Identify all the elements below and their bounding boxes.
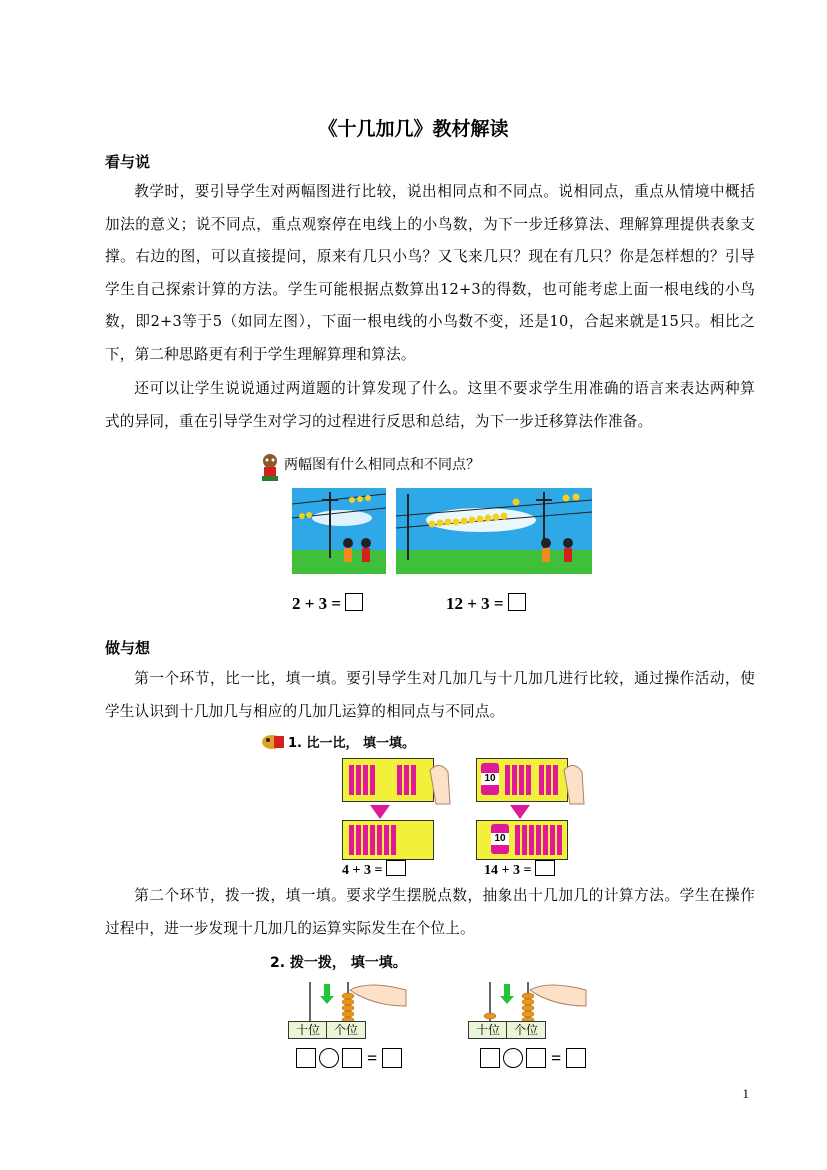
stick-panel-left-bottom xyxy=(342,820,434,860)
equation-blank-right: = xyxy=(480,1047,586,1069)
paragraph-do-and-think-2: 第二个环节，拨一拨，填一填。要求学生摆脱点数，抽象出十几加几的计算方法。学生在操作过程中，进一步发现十几加几的运算实际发生在个位上。 xyxy=(105,887,755,937)
ten-bundle: 10 xyxy=(481,763,499,795)
equation-14-plus-3: 14 + 3 = xyxy=(484,860,555,879)
stick-panel-right-top xyxy=(476,758,568,802)
sticks-figure xyxy=(258,730,598,880)
ten-bundle: 10 xyxy=(491,824,509,854)
paragraph-look-and-say-2: 还可以让学生说说通过两道题的计算发现了什么。这里不要求学生用准确的语言来表达两种算式的异同，重在引导学生对学习的过程进行反思和总结，为下一步迁移算法作准备。 xyxy=(105,380,755,430)
answer-box xyxy=(480,1048,500,1068)
figure-caption: 1. 比一比， 填一填。 xyxy=(288,736,416,751)
tens-label: 十位 xyxy=(468,1021,508,1039)
down-arrow-icon xyxy=(510,804,530,818)
answer-box xyxy=(386,860,406,876)
answer-box xyxy=(566,1048,586,1068)
equation-blank-left: = xyxy=(296,1047,402,1069)
figure-caption: 2. 拨一拨， 填一填。 xyxy=(270,955,407,971)
stick-panel-right-bottom xyxy=(476,820,568,860)
stick-panel-left-top xyxy=(342,758,434,802)
equation-right: 12 + 3 = xyxy=(446,593,526,614)
hand-icon xyxy=(428,760,450,804)
paragraph-do-and-think-1: 第一个环节，比一比，填一填。要引导学生对几加几与十几加几进行比较，通过操作活动，使学生认识到十几加几与相应的几加几运算的相同点与不同点。 xyxy=(105,670,755,720)
equation-4-plus-3: 4 + 3 = xyxy=(342,860,406,879)
section-heading-do-and-think: 做与想 xyxy=(105,639,151,657)
down-arrow-icon xyxy=(370,804,390,818)
answer-box xyxy=(526,1048,546,1068)
document-title: 《十几加几》教材解读 xyxy=(318,118,509,140)
birds-figure xyxy=(258,448,598,620)
mascot-icon xyxy=(260,730,284,750)
answer-box xyxy=(382,1048,402,1068)
figure-caption: 两幅图有什么相同点和不同点？ xyxy=(284,457,480,473)
abacus-figure xyxy=(268,952,598,1072)
picture-left xyxy=(292,488,386,574)
answer-box xyxy=(342,1048,362,1068)
section-heading-look-and-say: 看与说 xyxy=(105,153,151,171)
tens-label: 十位 xyxy=(288,1021,328,1039)
operator-circle xyxy=(319,1048,339,1068)
answer-box xyxy=(508,593,526,611)
mascot-icon xyxy=(258,452,280,480)
equation-left: 2 + 3 = xyxy=(292,593,363,614)
answer-box xyxy=(535,860,555,876)
page-number: 1 xyxy=(742,1086,749,1101)
ones-label: 个位 xyxy=(506,1021,546,1039)
paragraph-look-and-say-1: 教学时，要引导学生对两幅图进行比较，说出相同点和不同点。说相同点，重点从情境中概括加法的意义；说不同点，重点观察停在电线上的小鸟数，为下一步迁移算法、理解算理提供表象支撑。右边的图，可以直接提问，原来有几只小鸟？又飞来几只？现在有几只？你是怎样想的？引导学生自己探索计算的方法。学生可能根据点数算出12+3的得数，也可能考虑上面一根电线的小鸟数，即2+3等于5（如同左图），下面一根电线的小鸟数不变，还是10，合起来就是15只。相比之下，第二种思路更有利于学生理解算理和算法。 xyxy=(105,183,755,363)
operator-circle xyxy=(503,1048,523,1068)
picture-right xyxy=(396,488,592,574)
answer-box xyxy=(296,1048,316,1068)
ones-label: 个位 xyxy=(326,1021,366,1039)
answer-box xyxy=(345,593,363,611)
hand-icon xyxy=(562,760,584,804)
